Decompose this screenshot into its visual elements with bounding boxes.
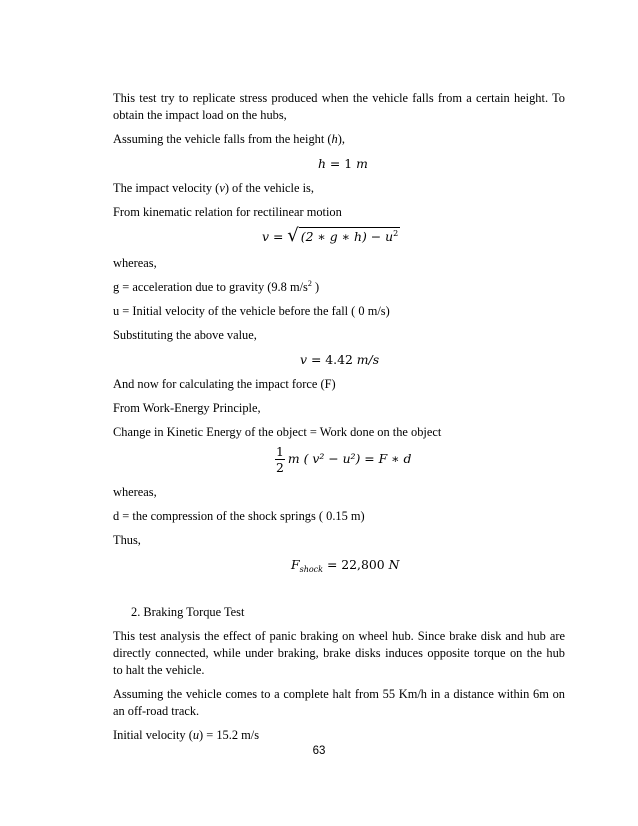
compression-definition: d = the compression of the shock springs ( 0.15 m): [113, 509, 365, 523]
height-assumption: Assuming the vehicle falls from the height (h),: [113, 132, 345, 146]
intro-paragraph-line-2: obtain the impact load on the hubs,: [113, 108, 287, 122]
substituting-line: Substituting the above value,: [113, 328, 257, 342]
fraction-one-half: $\frac{1}{2}$: [276, 444, 284, 475]
impact-velocity-line: The impact velocity (v) of the vehicle is,: [113, 181, 314, 195]
initial-velocity-value: Initial velocity (u) = 15.2 m/s: [113, 728, 260, 742]
whereas-label-1: whereas,: [113, 256, 157, 270]
braking-paragraph-line-2: directly connected, while under braking, brake disks induces opposite torque on the hub: [113, 646, 565, 660]
whereas-label-2: whereas,: [113, 485, 157, 499]
kinetic-energy-statement: Change in Kinetic Energy of the object = Work done on the object: [113, 425, 442, 439]
halt-assumption-line-2: an off-road track.: [113, 704, 200, 718]
section-heading: 2. Braking Torque Test: [131, 605, 245, 619]
halt-assumption-line-1: Assuming the vehicle comes to a complete halt from 55 Km/h in a distance within 6m on: [113, 687, 565, 701]
thus-line: Thus,: [113, 533, 141, 547]
equation-shock-force: $F_{shock} = 22,800$ N: [291, 557, 400, 574]
equation-height: h = 1 m: [318, 156, 368, 171]
equation-velocity-result: v = 4.42 m/s: [300, 352, 380, 367]
intro-paragraph-line-1: This test try to replicate stress produced when the vehicle falls from a certain height. To: [113, 91, 565, 105]
page-number: 63: [312, 745, 326, 757]
work-energy-line: From Work-Energy Principle,: [113, 401, 261, 415]
braking-paragraph-line-1: This test analysis the effect of panic braking on wheel hub. Since brake disk and hub are: [113, 629, 565, 643]
equation-velocity: v = √ (2 ∗ g ∗ $h) - u^2$: [262, 225, 399, 246]
gravity-definition: g = acceleration due to gravity (9.8 $m/s^2$ ): [113, 279, 320, 294]
square-root: √ (2 ∗ g ∗ $h) - u^2$: [287, 225, 399, 246]
kinematic-relation-line: From kinematic relation for rectilinear motion: [113, 205, 342, 219]
impact-force-line: And now for calculating the impact force (F): [113, 377, 336, 391]
braking-paragraph-line-3: to halt the vehicle.: [113, 663, 205, 677]
initial-velocity-definition: u = Initial velocity of the vehicle before the fall ( 0 m/s): [113, 304, 390, 318]
equation-energy: $\frac{1}{2}$ m ( v² − u²) = F ∗ d: [276, 444, 412, 475]
